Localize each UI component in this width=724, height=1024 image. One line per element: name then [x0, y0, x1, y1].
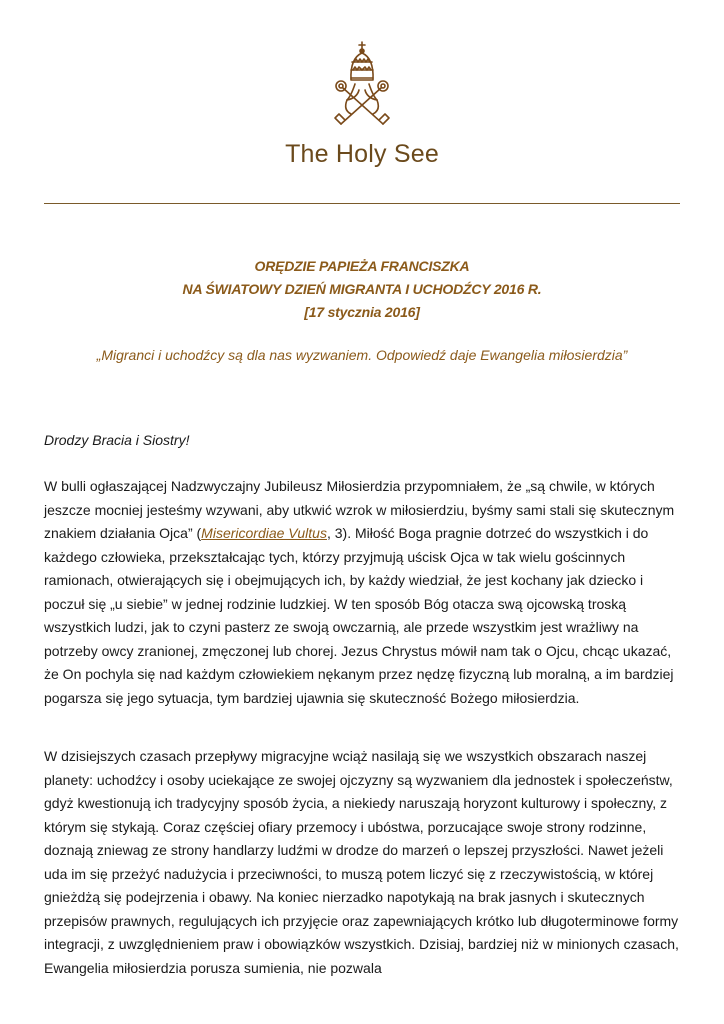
header-divider — [44, 203, 680, 204]
papal-coat-of-arms-icon — [317, 40, 407, 130]
document-heading-line-2: NA ŚWIATOWY DZIEŃ MIGRANTA I UCHODŹCY 2016 R. — [182, 281, 542, 297]
paragraph-2: W dzisiejszych czasach przepływy migracyjne wciąż nasilają się we wszystkich obszarach naszej planety: uchodźcy i osoby uciekające ze swojej ojczyzny są wyzwaniem dla jednostek i społeczeństw, gdyż kwestionują ich tradycyjny sposób życia, a niekiedy naruszają horyzont kulturowy i społeczny, z którym się stykają. Coraz częściej ofiary przemocy i ubóstwa, porzucające swoje strony rodzinne, doznają zniewag ze strony handlarzy ludźmi w drodze do marzeń o lepszej przyszłości. Nawet jeżeli uda im się przeżyć nadużycia i przeciwności, to muszą potem liczyć się z rzeczywistością, w której gnieżdżą się podejrzenia i obawy. Na koniec nierzadko napotykają na brak jasnych i skutecznych przepisów prawnych, regulujących ich przyjęcie oraz zapewniających krótko lub długoterminowe formy integracji, z uwzględnieniem praw i obowiązków wszystkich. Dzisiaj, bardziej niż w minionych czasach, Ewangelia miłosierdzia porusza sumienia, nie pozwala — [44, 748, 679, 976]
site-title[interactable]: The Holy See — [285, 140, 439, 168]
document-heading-line-1: ORĘDZIE PAPIEŻA FRANCISZKA — [254, 258, 470, 274]
greeting: Drodzy Bracia i Siostry! — [44, 432, 190, 448]
document-motto: „Migranci i uchodźcy są dla nas wyzwaniem. Odpowiedź daje Ewangelia miłosierdzia” — [96, 347, 628, 363]
paragraph-1-text-a: W bulli ogłaszającej Nadzwyczajny Jubileusz Miłosierdzia przypomniałem, że „są chwile, w których jeszcze mocniej jesteśmy wzywani, aby utkwić wzrok w miłosierdziu, byśmy sami stali się skutecznym znakiem działania Ojca” ( — [44, 478, 675, 541]
misericordiae-vultus-link[interactable]: Misericordiae Vultus — [201, 525, 327, 541]
paragraph-1 — [44, 475, 684, 710]
paragraph-1-text-b: , 3). Miłość Boga pragnie dotrzeć do wszystkich i do każdego człowieka, przekształcając tych, którzy przyjmują uścisk Ojca w tak wielu gościnnych ramionach, otwierających się i obejmujących ich, by każdy wiedział, że jest kochany jak dziecko i poczuł się „u siebie” w jednej rodzinie ludzkiej. W ten sposób Bóg otacza swą ojcowską troską wszystkich ludzi, jak to czyni pasterz ze swoją owczarnią, ale przede wszystkim jest wrażliwy na potrzeby owcy zranionej, zmęczonej lub chorej. Jezus Chrystus mówił nam tak o Ojcu, chcąc ukazać, że On pochyla się nad każdym człowiekiem nękanym przez nędzę fizyczną lub moralną, a im bardziej pogarsza się jego sytuacja, tym bardziej ujawnia się skuteczność Bożego miłosierdzia. — [44, 525, 674, 706]
document-date: [17 stycznia 2016] — [304, 304, 420, 320]
